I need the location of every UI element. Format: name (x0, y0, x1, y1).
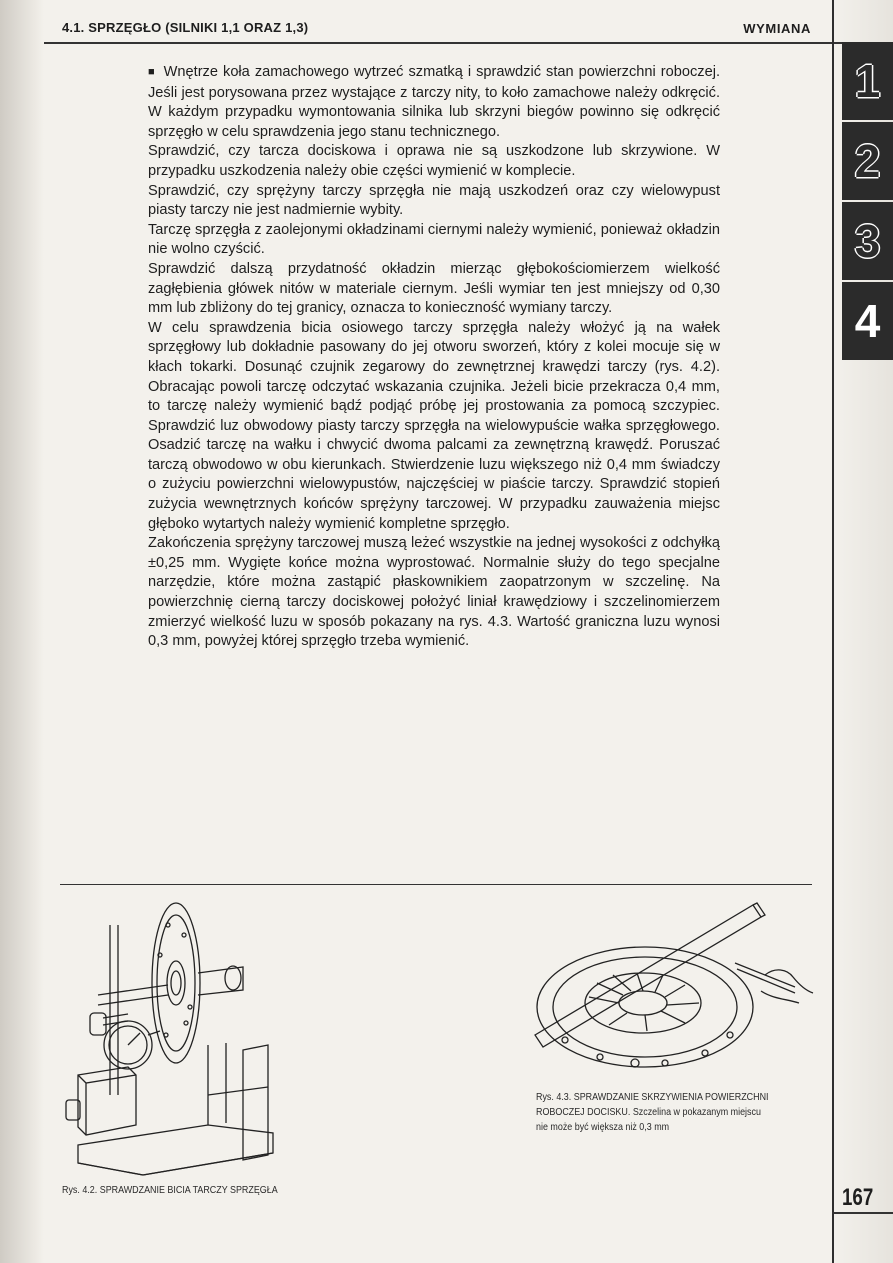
body-text (148, 63, 720, 652)
chapter-tab-label: 2 (854, 135, 881, 187)
caption-line: nie może być większa niż 0,3 mm (536, 1122, 670, 1133)
paragraph: Sprawdzić dalszą przydatność okładzin mierząc głębokościomierzem wielkość zagłębienia główek nitów w materiale ciernym. Jeśli wymiar ten jest mniejszy od 0,30 mm lub zbliżony do tej granicy, oznacza to konieczność wymiany tarczy. (148, 260, 720, 317)
lathe-dial-gauge-illustration (58, 895, 293, 1180)
chapter-tab-label: 4 (854, 295, 881, 347)
paragraph: Sprawdzić, czy tarcza dociskowa i oprawa nie są uszkodzone lub skrzywione. W przypadku uszkodzenia należy obie części wymienić w komplecie. (148, 143, 720, 179)
chapter-tab-4[interactable] (842, 282, 893, 360)
paragraph: Sprawdzić, czy sprężyny tarczy sprzęgła nie mają uszkodzeń oraz czy wielowypust piasty tarczy nie jest nadmiernie wybity. (148, 182, 720, 219)
figure-separator-rule (60, 884, 812, 885)
header-rule (44, 42, 844, 44)
figure-4-2-caption: Rys. 4.2. SPRAWDZANIE BICIA TARCZY SPRZĘGŁA (62, 1185, 278, 1196)
page-number-rule (832, 1212, 893, 1214)
page-gutter-shadow (0, 0, 44, 1263)
paragraph: Zakończenia sprężyny tarczowej muszą leżeć wszystkie na jednej wysokości z odchyłką ±0,25 mm. Wygięte końce można wyprostować. Normalnie służy do tego specjalne narzędzie, które można zastąpić płaskownikiem zaopatrzonym w szczelinę. Na powierzchnię cierną tarczy dociskowej położyć liniał krawędziowy i szczelinomierzem zmierzyć wielkość luzu w sposób pokazany na rys. 4.3. Wartość graniczna luzu wynosi 0,3 mm, powyżej której sprzęgło trzeba wymienić. (148, 535, 720, 650)
margin-rule (832, 0, 834, 1263)
chapter-tab-3[interactable] (842, 202, 893, 280)
figure-4-3-caption (536, 1090, 769, 1135)
pressure-plate-straightedge-illustration (525, 895, 815, 1080)
paragraph: Tarczę sprzęgła z zaolejonymi okładzinami ciernymi należy wymienić, ponieważ okładzin nie wolno czyścić. (148, 221, 720, 258)
chapter-tab-1[interactable] (842, 42, 893, 120)
chapter-tab-2[interactable] (842, 122, 893, 200)
caption-line: Rys. 4.3. SPRAWDZANIE SKRZYWIENIA POWIERZCHNI (536, 1092, 769, 1103)
paragraph: W celu sprawdzenia bicia osiowego tarczy sprzęgła należy włożyć ją na wałek sprzęgłowy lub dokładnie pasowany do jej otworu sworzeń, który z kolei mocuje się w kłach tokarki. Dosunąć czujnik zegarowy do zewnętrznej krawędzi tarczy (rys. 4.2). Obracając powoli tarczę odczytać wskazania czujnika. Jeżeli bicie przekracza 0,4 mm, to tarczę należy wymienić bądź podjąć próbę jej prostowania za pomocą szczypiec. Sprawdzić luz obwodowy piasty tarczy sprzęgła na wielowypuście wałka sprzęgłowego. Osadzić tarczę na wałku i chwycić dwoma palcami za zewnętrzną krawędź. Poruszać tarczą obwodowo w obu kierunkach. Stwierdzenie luzu większego niż 0,4 mm świadczy o zużyciu powierzchni wielowypustów, najczęściej w piaście tarczy. Sprawdzić stopień zużycia wewnętrznych końców sprężyny tarczowej. W przypadku zauważenia miejsc głęboko wytartych należy wymienić kompletne sprzęgło. (148, 319, 720, 532)
chapter-tab-label: 1 (854, 55, 881, 107)
chapter-tab-label: 3 (854, 215, 881, 267)
page-number: 167 (842, 1184, 874, 1211)
running-header-section: 4.1. SPRZĘGŁO (SILNIKI 1,1 ORAZ 1,3) (62, 20, 309, 35)
bullet-glyph: ■ (148, 66, 156, 78)
paragraph-text: Wnętrze koła zamachowego wytrzeć szmatką i sprawdzić stan powierzchni roboczej. Jeśli jest porysowana przez wystające z tarczy nity, to koło zamachowe należy odkręcić. W każdym przypadku wymontowania silnika lub skrzyni biegów powinno się odkręcić sprzęgło w celu sprawdzenia jego stanu technicznego. (148, 64, 720, 140)
running-header-topic: WYMIANA (743, 21, 811, 36)
paragraph (148, 63, 720, 142)
caption-line: ROBOCZEJ DOCISKU. Szczelina w pokazanym miejscu (536, 1107, 761, 1118)
